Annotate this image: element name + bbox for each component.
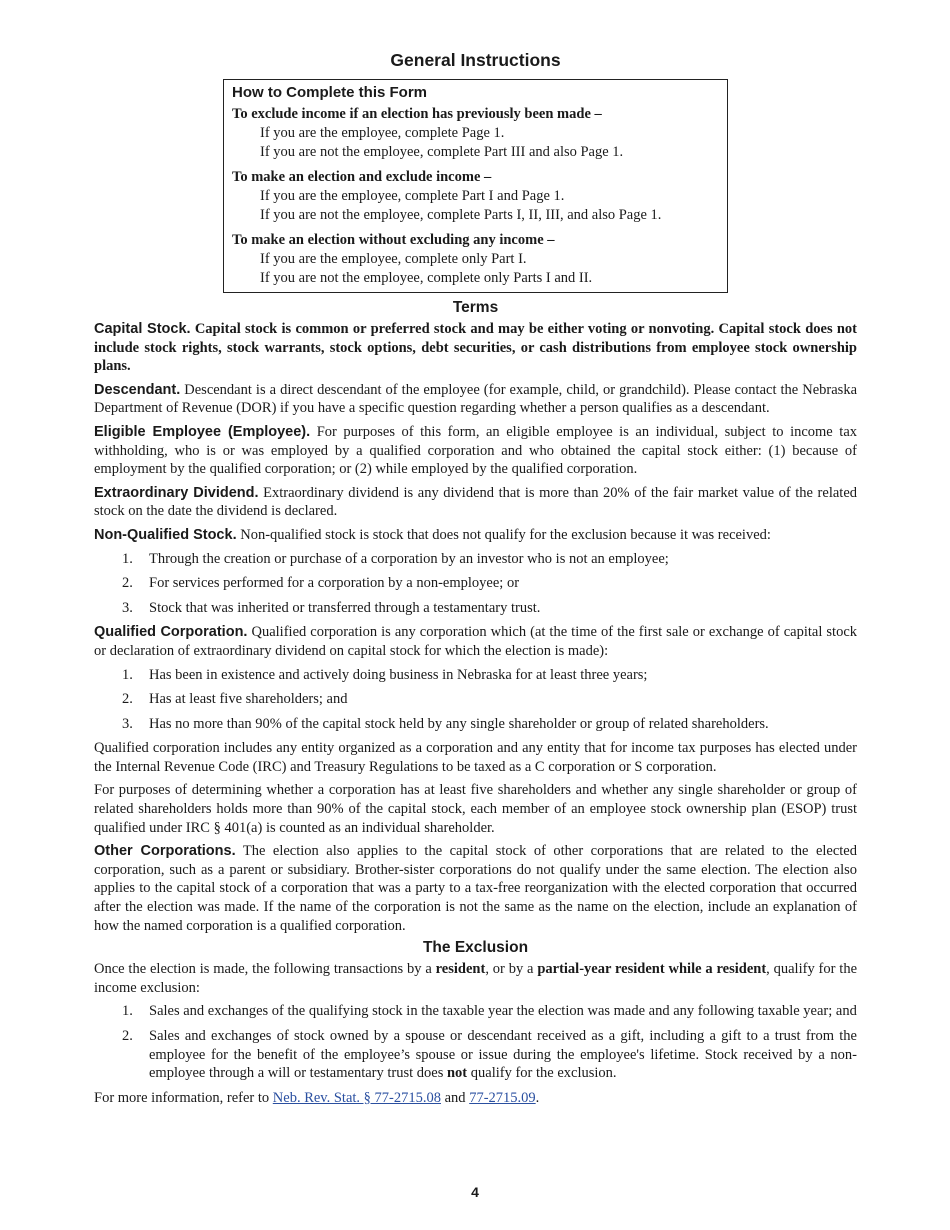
term-definition: Descendant is a direct descendant of the employee (for example, child, or grandchild). Please contact the Nebraska Department of Revenue (DOR) if you have a specific question regarding whether a person qualifies as a descendant. xyxy=(94,381,858,417)
qualified-corporation-list xyxy=(94,666,857,734)
list-item: 2. Has at least five shareholders; and xyxy=(122,691,348,708)
howto-line: If you are the employee, complete Part I and Page 1. xyxy=(260,188,565,204)
term-label: Eligible Employee (Employee). xyxy=(94,423,311,440)
term-label: Descendant. xyxy=(94,381,181,398)
term-extraordinary-dividend xyxy=(94,484,857,521)
list-item: 2. Sales and exchanges of stock owned by a spouse or descendant received as a gift, including a gift to a trust from the employee for the benefit of the employee’s spouse or issue during the employee's lifetime. Stock received by a non-employee through a will or testamentary trust does not qualify for the exclusion. xyxy=(122,1028,857,1082)
term-label: Capital Stock. xyxy=(94,321,191,337)
howto-group-elect-exclude xyxy=(232,168,719,225)
howto-heading: To exclude income if an election has previously been made – xyxy=(232,106,602,122)
page-number: 4 xyxy=(471,1184,479,1200)
list-item: 1. Sales and exchanges of the qualifying stock in the taxable year the election was made and any following taxable year; and xyxy=(122,1003,857,1020)
term-definition: Qualified corporation is any corporation which (at the time of the first sale or exchange of capital stock or declaration of extraordinary dividend on capital stock for which the election is made): xyxy=(94,624,858,659)
howto-heading: To make an election without excluding any income – xyxy=(232,232,555,248)
howto-line: If you are not the employee, complete Parts I, II, III, and also Page 1. xyxy=(260,207,662,223)
term-descendant xyxy=(94,381,857,418)
list-item: 2. For services performed for a corporation by a non-employee; or xyxy=(122,575,520,592)
term-definition: Extraordinary dividend is any dividend that is more than 20% of the fair market value of the related stock on the date the dividend is declared. xyxy=(94,484,857,520)
qualified-corporation-esop: For purposes of determining whether a corporation has at least five shareholders and whether any single shareholder or group of related shareholders holds more than 90% of the capital stock, each member of an employee stock ownership plan (ESOP) trust qualified under IRC § 401(a) is counted as an individual shareholder. xyxy=(94,782,857,836)
howto-line: If you are the employee, complete Page 1. xyxy=(260,125,505,141)
howto-line: If you are the employee, complete only Part I. xyxy=(260,251,527,267)
list-item: 1. Through the creation or purchase of a corporation by an investor who is not an employee; xyxy=(122,550,669,567)
term-non-qualified-stock xyxy=(94,526,857,545)
term-definition: Non-qualified stock is stock that does not qualify for the exclusion because it was received: xyxy=(240,526,771,543)
list-item: 3. Stock that was inherited or transferred through a testamentary trust. xyxy=(122,599,541,616)
more-information: For more information, refer to Neb. Rev. Stat. § 77-2715.08 and 77-2715.09. xyxy=(94,1089,540,1106)
term-label: Non-Qualified Stock. xyxy=(94,526,237,543)
statute-link-77-2715-08[interactable]: Neb. Rev. Stat. § 77-2715.08 xyxy=(272,1089,441,1106)
qualified-corporation-includes: Qualified corporation includes any entity organized as a corporation and any entity that for income tax purposes has elected under the Internal Revenue Code (IRC) and Treasury Regulations to be taxed as a C corporation or S corporation. xyxy=(94,740,857,775)
statute-link-77-2715-09[interactable]: 77-2715.09 xyxy=(469,1089,536,1106)
instructions-page xyxy=(94,48,857,1112)
term-definition: Capital stock is common or preferred stock and may be either voting or nonvoting. Capital stock does not include stock rights, stock warrants, stock options, debt securities, or cash distributions from employee stock ownership plans. xyxy=(94,321,858,375)
page-title: General Instructions xyxy=(390,50,561,70)
exclusion-intro: Once the election is made, the following transactions by a resident, or by a partial-year resident while a resident, qualify for the income exclusion: xyxy=(94,961,858,996)
howto-line: If you are not the employee, complete only Parts I and II. xyxy=(260,270,593,286)
term-label: Other Corporations. xyxy=(94,843,236,860)
term-label: Extraordinary Dividend. xyxy=(94,484,259,501)
term-definition: The election also applies to the capital stock of other corporations that are related to the elected corporation, such as a parent or subsidiary. Brother-sister corporations do not qualify under the same election. The election also applies to the capital stock of a corporation that was a party to a tax-free reorganization with the elected corporation that occurred after the election was made. If the name of the corporation is not the same as the name on the election, include an explanation of how the named corporation is a qualified corporation. xyxy=(94,843,857,934)
list-item: 3. Has no more than 90% of the capital stock held by any single shareholder or group of related shareholders. xyxy=(122,715,769,732)
how-to-complete-box xyxy=(223,79,728,293)
term-eligible-employee xyxy=(94,423,857,479)
term-label: Qualified Corporation. xyxy=(94,624,248,641)
howto-heading: To make an election and exclude income – xyxy=(232,169,492,185)
howto-group-elect-only xyxy=(232,231,719,288)
exclusion-list xyxy=(94,1002,857,1082)
howto-group-exclude xyxy=(232,105,719,162)
term-capital-stock xyxy=(94,320,857,376)
terms-heading: Terms xyxy=(452,299,499,316)
term-other-corporations xyxy=(94,842,857,935)
term-definition: For purposes of this form, an eligible employee is an individual, subject to income tax withholding, who is or was employed by a qualified corporation and who obtained the capital stock either: (1) because of employment by the qualified corporation; or (2) while employed by the qualified corporation. xyxy=(94,423,858,478)
exclusion-heading: The Exclusion xyxy=(422,939,529,957)
howto-line: If you are not the employee, complete Part III and also Page 1. xyxy=(260,144,624,160)
list-item: 1. Has been in existence and actively doing business in Nebraska for at least three years; xyxy=(122,666,648,683)
term-qualified-corporation xyxy=(94,623,857,660)
non-qualified-stock-list xyxy=(94,550,857,618)
how-to-title: How to Complete this Form xyxy=(232,84,427,101)
